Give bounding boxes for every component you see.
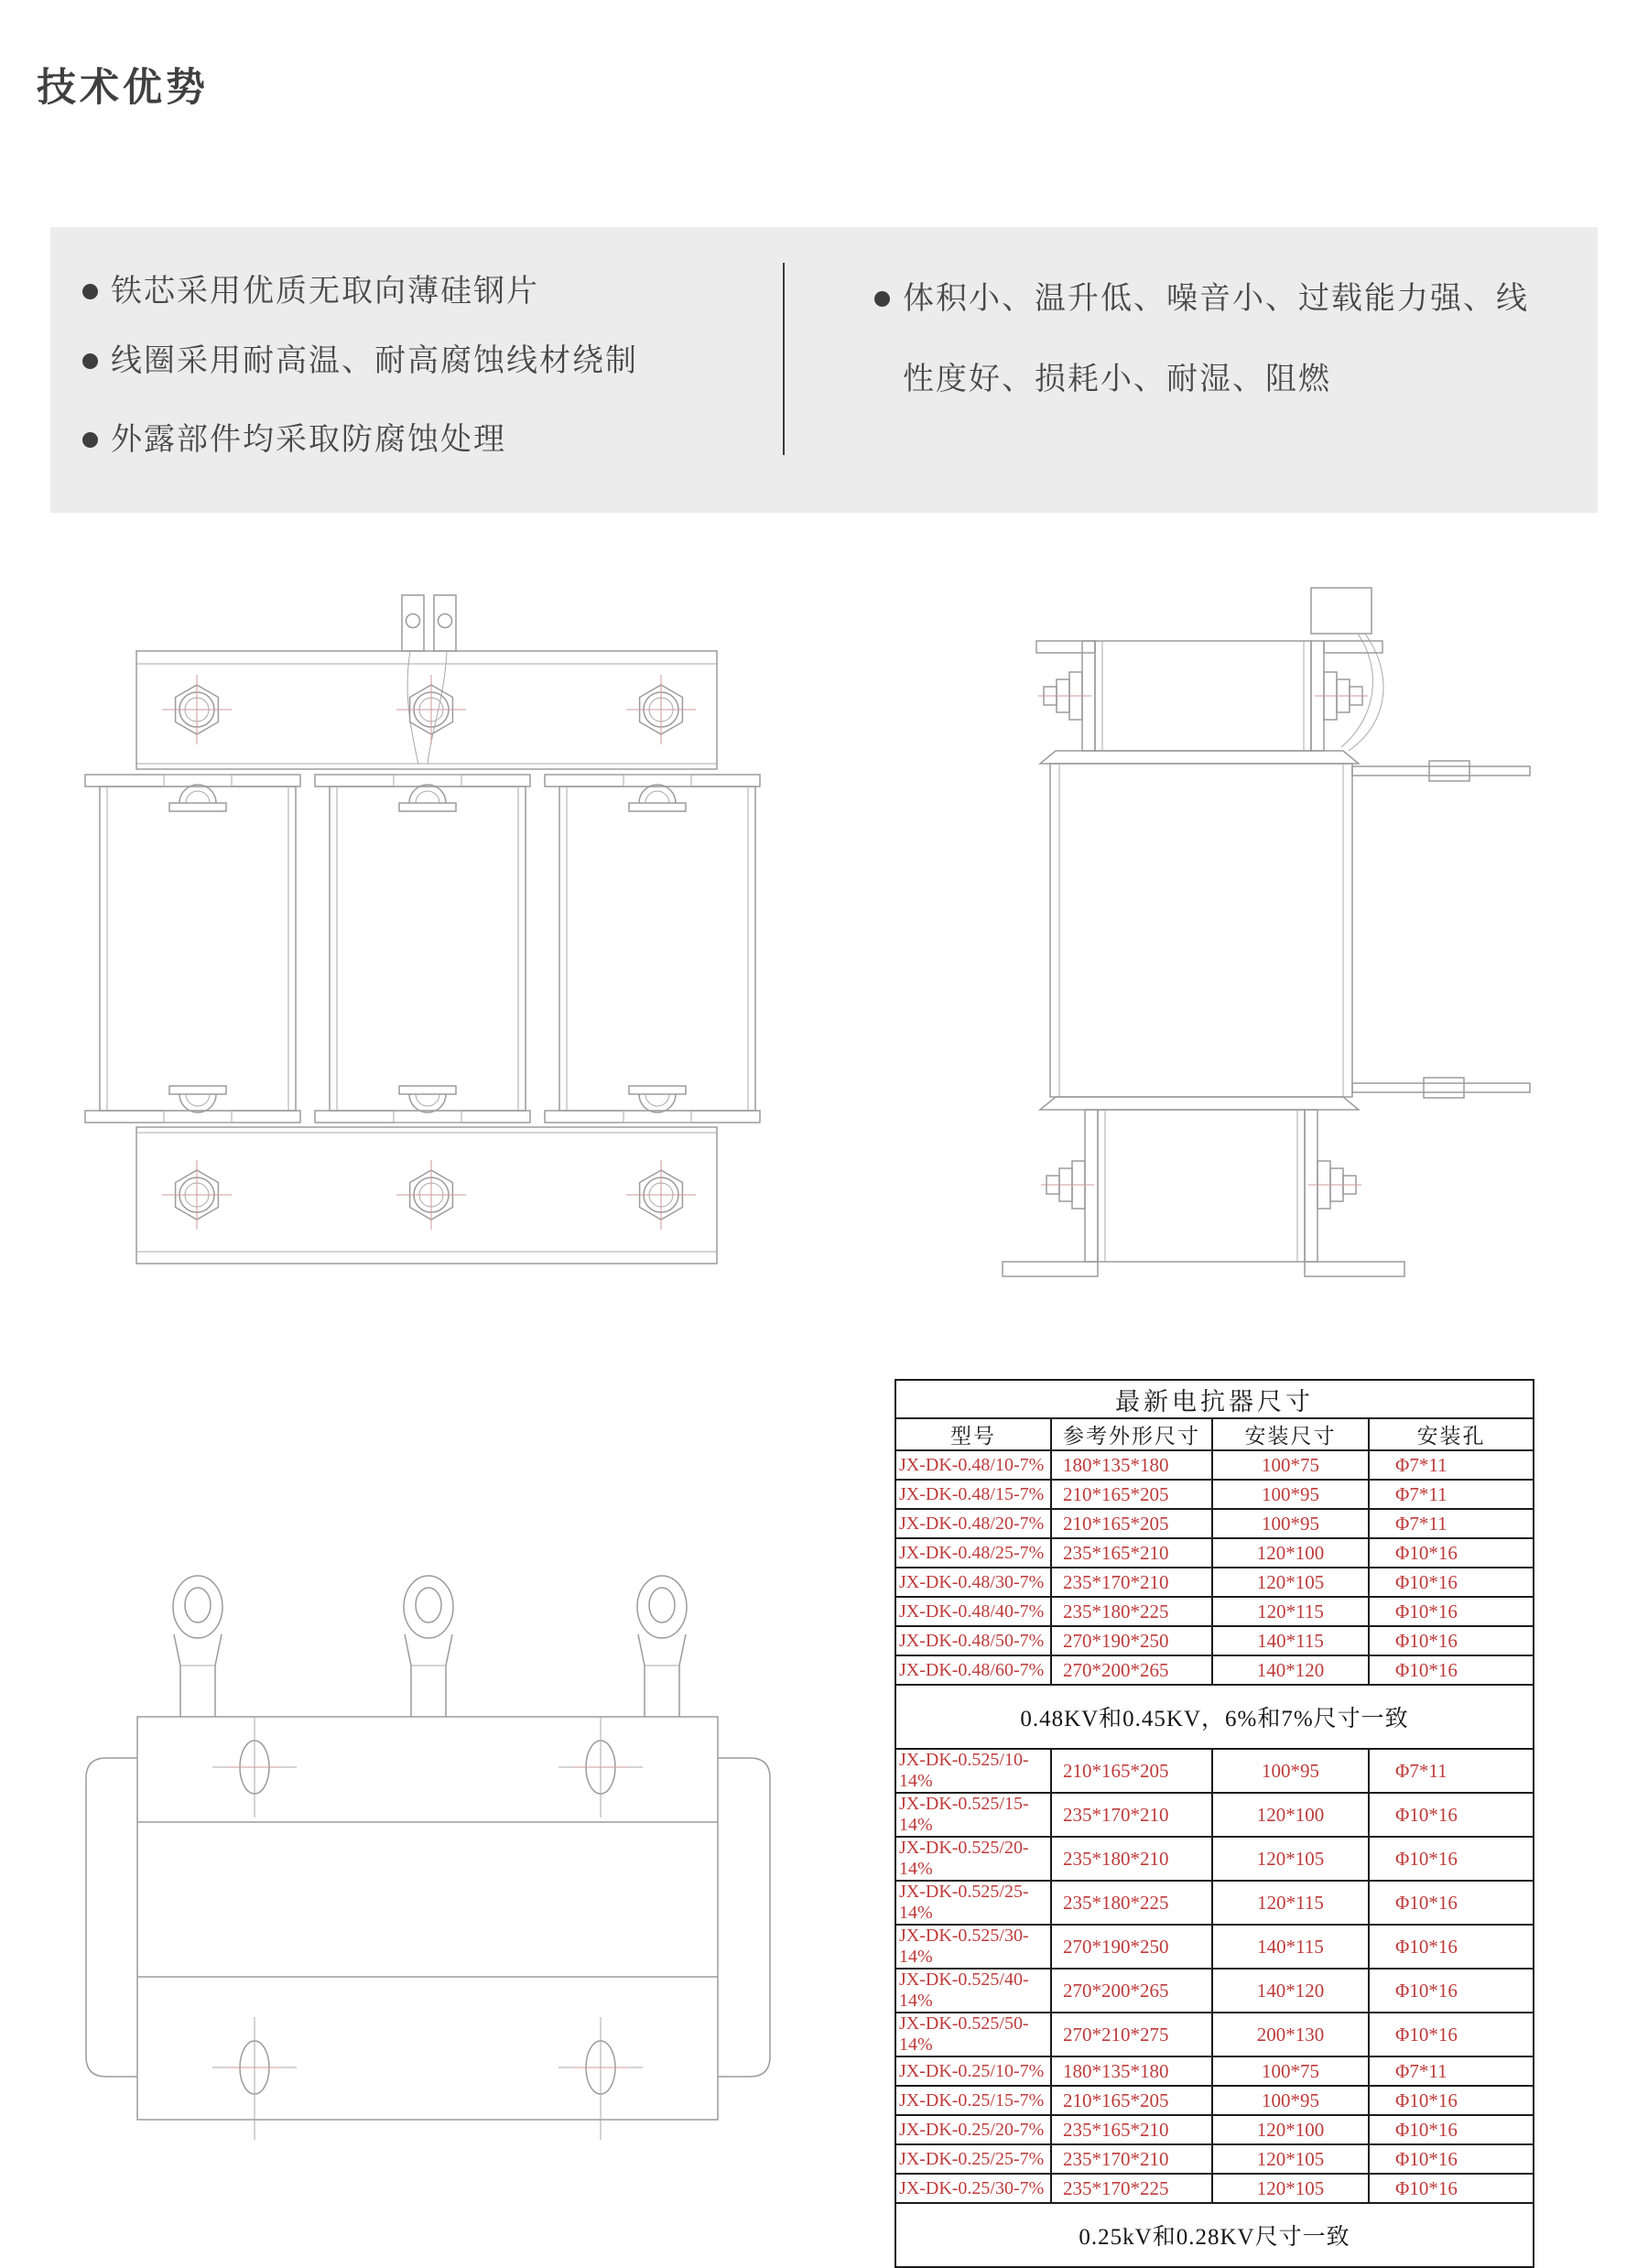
cell-size: 235*165*210 bbox=[1051, 1538, 1212, 1568]
column-header-size: 参考外形尺寸 bbox=[1051, 1418, 1212, 1450]
table-row bbox=[895, 1837, 1534, 1881]
bullet-icon bbox=[82, 432, 98, 448]
column-header-model: 型号 bbox=[895, 1418, 1051, 1450]
cell-mount: 120*105 bbox=[1212, 2144, 1369, 2174]
table-row bbox=[895, 2086, 1534, 2115]
cell-hole: Φ10*16 bbox=[1369, 1568, 1534, 1597]
cell-hole: Φ7*11 bbox=[1369, 1509, 1534, 1538]
cell-size: 270*200*265 bbox=[1051, 1969, 1212, 2013]
table-row bbox=[895, 1568, 1534, 1597]
cell-mount: 100*95 bbox=[1212, 1480, 1369, 1509]
cell-hole: Φ10*16 bbox=[1369, 1626, 1534, 1655]
cell-size: 235*180*225 bbox=[1051, 1597, 1212, 1626]
table-row bbox=[895, 1925, 1534, 1969]
cell-mount: 100*95 bbox=[1212, 1749, 1369, 1793]
table-row bbox=[895, 2174, 1534, 2203]
cell-hole: Φ10*16 bbox=[1369, 2144, 1534, 2174]
cell-mount: 120*115 bbox=[1212, 1881, 1369, 1925]
cell-size: 235*170*210 bbox=[1051, 1793, 1212, 1837]
cell-mount: 100*75 bbox=[1212, 2056, 1369, 2086]
cell-mount: 120*115 bbox=[1212, 1597, 1369, 1626]
cell-hole: Φ10*16 bbox=[1369, 1969, 1534, 2013]
column-header-mount: 安装尺寸 bbox=[1212, 1418, 1369, 1450]
cell-model: JX-DK-0.525/15-14% bbox=[895, 1793, 1051, 1837]
advantage-text: 体积小、温升低、噪音小、过载能力强、线性度好、损耗小、耐湿、阻燃 bbox=[903, 281, 1529, 396]
cell-mount: 120*100 bbox=[1212, 1793, 1369, 1837]
advantage-item bbox=[82, 341, 638, 381]
side-view-drawing bbox=[1003, 584, 1538, 1280]
advantage-text: 线圈采用耐高温、耐高腐蚀线材绕制 bbox=[111, 343, 638, 378]
table-note: 0.25kV和0.28KV尺寸一致 bbox=[895, 2203, 1534, 2267]
table-note-row bbox=[895, 1685, 1534, 1749]
advantage-item bbox=[874, 258, 1544, 419]
cell-size: 235*170*225 bbox=[1051, 2174, 1212, 2203]
cell-size: 235*165*210 bbox=[1051, 2115, 1212, 2144]
cell-mount: 140*120 bbox=[1212, 1969, 1369, 2013]
bullet-icon bbox=[82, 284, 98, 299]
table-row bbox=[895, 2013, 1534, 2056]
cell-model: JX-DK-0.48/60-7% bbox=[895, 1655, 1051, 1685]
cell-size: 270*190*250 bbox=[1051, 1925, 1212, 1969]
cell-model: JX-DK-0.25/30-7% bbox=[895, 2174, 1051, 2203]
cell-size: 210*165*205 bbox=[1051, 1509, 1212, 1538]
cell-hole: Φ10*16 bbox=[1369, 1538, 1534, 1568]
advantage-text: 外露部件均采取防腐蚀处理 bbox=[111, 422, 506, 457]
cell-hole: Φ7*11 bbox=[1369, 2056, 1534, 2086]
cell-hole: Φ10*16 bbox=[1369, 2013, 1534, 2056]
cell-size: 270*200*265 bbox=[1051, 1655, 1212, 1685]
dimensions-table-body bbox=[895, 1450, 1534, 2267]
cell-model: JX-DK-0.48/30-7% bbox=[895, 1568, 1051, 1597]
cell-mount: 100*95 bbox=[1212, 1509, 1369, 1538]
table-note: 0.48KV和0.45KV，6%和7%尺寸一致 bbox=[895, 1685, 1534, 1749]
cell-model: JX-DK-0.48/50-7% bbox=[895, 1626, 1051, 1655]
cell-size: 210*165*205 bbox=[1051, 1480, 1212, 1509]
table-row bbox=[895, 1793, 1534, 1837]
cell-size: 180*135*180 bbox=[1051, 1450, 1212, 1480]
table-row bbox=[895, 1480, 1534, 1509]
cell-size: 235*180*210 bbox=[1051, 1837, 1212, 1881]
cell-size: 235*170*210 bbox=[1051, 1568, 1212, 1597]
cell-mount: 100*95 bbox=[1212, 2086, 1369, 2115]
cell-model: JX-DK-0.48/20-7% bbox=[895, 1509, 1051, 1538]
cell-mount: 100*75 bbox=[1212, 1450, 1369, 1480]
cell-size: 270*190*250 bbox=[1051, 1626, 1212, 1655]
cell-hole: Φ10*16 bbox=[1369, 2115, 1534, 2144]
cell-hole: Φ10*16 bbox=[1369, 1597, 1534, 1626]
cell-model: JX-DK-0.525/10-14% bbox=[895, 1749, 1051, 1793]
table-row bbox=[895, 1881, 1534, 1925]
table-row bbox=[895, 1749, 1534, 1793]
bullet-icon bbox=[874, 291, 890, 307]
cell-model: JX-DK-0.48/15-7% bbox=[895, 1480, 1051, 1509]
table-row bbox=[895, 1597, 1534, 1626]
cell-mount: 140*120 bbox=[1212, 1655, 1369, 1685]
cell-model: JX-DK-0.525/30-14% bbox=[895, 1925, 1051, 1969]
cell-hole: Φ10*16 bbox=[1369, 1881, 1534, 1925]
table-row bbox=[895, 1450, 1534, 1480]
cell-mount: 120*100 bbox=[1212, 1538, 1369, 1568]
cell-mount: 120*105 bbox=[1212, 1837, 1369, 1881]
cell-hole: Φ10*16 bbox=[1369, 1925, 1534, 1969]
cell-model: JX-DK-0.25/20-7% bbox=[895, 2115, 1051, 2144]
advantage-text: 铁芯采用优质无取向薄硅钢片 bbox=[111, 274, 539, 309]
page-title: 技术优势 bbox=[37, 66, 209, 110]
bullet-icon bbox=[82, 353, 98, 369]
cell-model: JX-DK-0.525/50-14% bbox=[895, 2013, 1051, 2056]
column-divider bbox=[783, 263, 785, 455]
top-view-drawing bbox=[86, 1568, 773, 2124]
cell-model: JX-DK-0.525/40-14% bbox=[895, 1969, 1051, 2013]
cell-size: 235*170*210 bbox=[1051, 2144, 1212, 2174]
cell-model: JX-DK-0.25/25-7% bbox=[895, 2144, 1051, 2174]
table-row bbox=[895, 1626, 1534, 1655]
front-view-drawing bbox=[82, 577, 774, 1268]
cell-model: JX-DK-0.48/25-7% bbox=[895, 1538, 1051, 1568]
cell-mount: 140*115 bbox=[1212, 1925, 1369, 1969]
cell-hole: Φ7*11 bbox=[1369, 1450, 1534, 1480]
cell-hole: Φ10*16 bbox=[1369, 2174, 1534, 2203]
column-header-hole: 安装孔 bbox=[1369, 1418, 1534, 1450]
cell-hole: Φ10*16 bbox=[1369, 1837, 1534, 1881]
cell-model: JX-DK-0.525/25-14% bbox=[895, 1881, 1051, 1925]
cell-size: 270*210*275 bbox=[1051, 2013, 1212, 2056]
cell-hole: Φ10*16 bbox=[1369, 2086, 1534, 2115]
table-row bbox=[895, 2144, 1534, 2174]
cell-mount: 200*130 bbox=[1212, 2013, 1369, 2056]
dimensions-table bbox=[894, 1379, 1534, 2268]
cell-hole: Φ10*16 bbox=[1369, 1655, 1534, 1685]
cell-size: 210*165*205 bbox=[1051, 2086, 1212, 2115]
cell-hole: Φ7*11 bbox=[1369, 1480, 1534, 1509]
table-row bbox=[895, 1969, 1534, 2013]
cell-mount: 120*105 bbox=[1212, 1568, 1369, 1597]
cell-size: 210*165*205 bbox=[1051, 1749, 1212, 1793]
cell-hole: Φ7*11 bbox=[1369, 1749, 1534, 1793]
cell-size: 235*180*225 bbox=[1051, 1881, 1212, 1925]
table-note-row bbox=[895, 2203, 1534, 2267]
table-row bbox=[895, 1538, 1534, 1568]
table-title: 最新电抗器尺寸 bbox=[895, 1380, 1534, 1418]
cell-mount: 120*105 bbox=[1212, 2174, 1369, 2203]
table-header-row bbox=[895, 1418, 1534, 1450]
table-title-row bbox=[895, 1380, 1534, 1418]
cell-mount: 140*115 bbox=[1212, 1626, 1369, 1655]
cell-model: JX-DK-0.25/10-7% bbox=[895, 2056, 1051, 2086]
cell-model: JX-DK-0.48/10-7% bbox=[895, 1450, 1051, 1480]
cell-mount: 120*100 bbox=[1212, 2115, 1369, 2144]
table-row bbox=[895, 1509, 1534, 1538]
cell-model: JX-DK-0.48/40-7% bbox=[895, 1597, 1051, 1626]
advantage-item bbox=[82, 419, 506, 460]
advantages-panel bbox=[50, 227, 1598, 513]
cell-model: JX-DK-0.525/20-14% bbox=[895, 1837, 1051, 1881]
table-row bbox=[895, 2056, 1534, 2086]
cell-model: JX-DK-0.25/15-7% bbox=[895, 2086, 1051, 2115]
cell-hole: Φ10*16 bbox=[1369, 1793, 1534, 1837]
table-row bbox=[895, 1655, 1534, 1685]
table-row bbox=[895, 2115, 1534, 2144]
cell-size: 180*135*180 bbox=[1051, 2056, 1212, 2086]
advantage-item bbox=[82, 271, 539, 311]
